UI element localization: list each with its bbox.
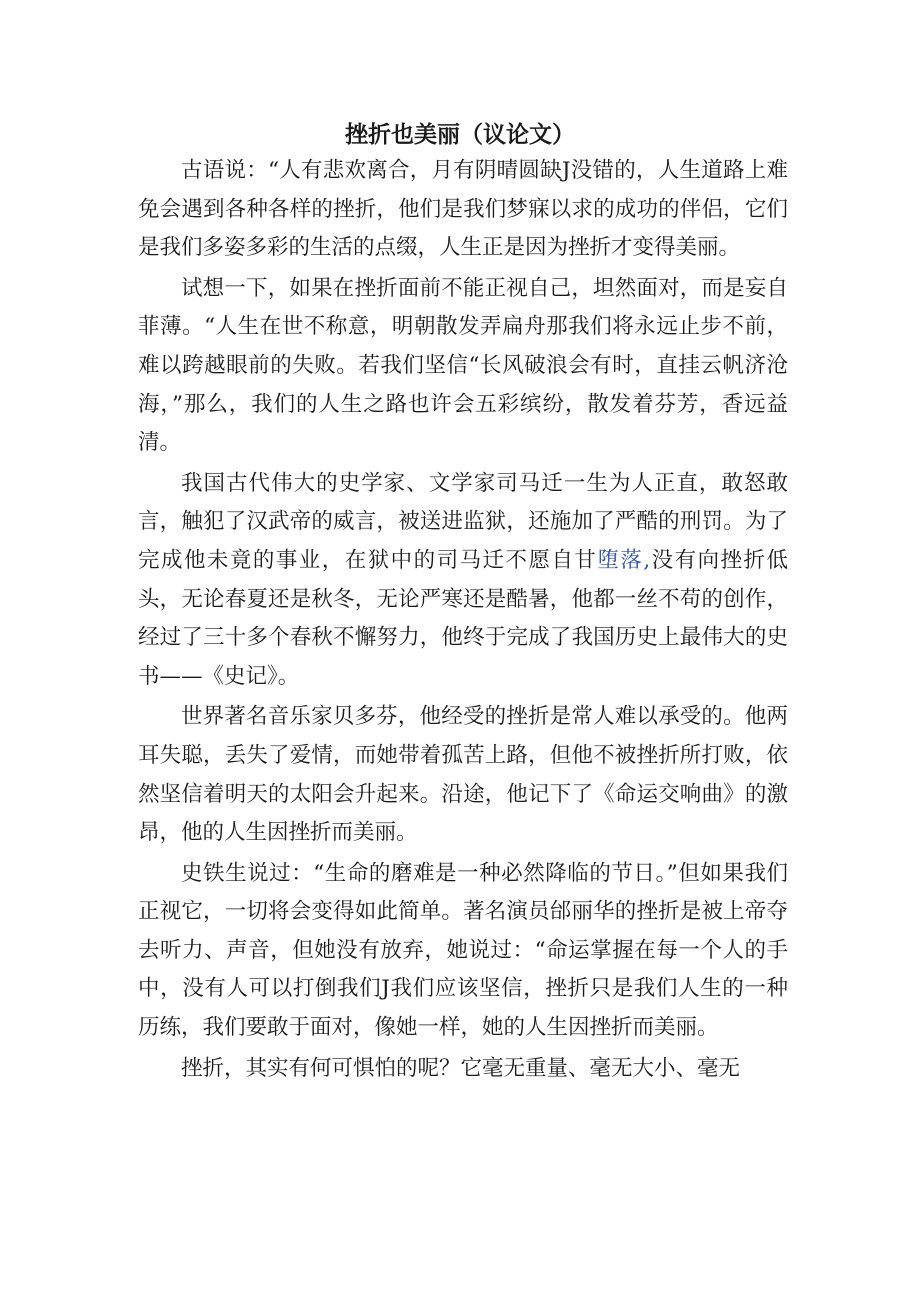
paragraph-sima-qian-part1: 我国古代伟大的史学家、文学家司马迁一生为人正直，敢怒敢言，触犯了汉武帝的威言，被送进监狱，还施加了严酷的刑罚。为了完成他未竟的事业，在狱中的司马迁不愿自甘 bbox=[138, 470, 788, 573]
document-title: 挫折也美丽（议论文） bbox=[345, 122, 575, 148]
paragraph-sima-qian bbox=[138, 465, 788, 697]
paragraph-imagine: 试想一下，如果在挫折面前不能正视自己，坦然面对，而是妄自菲薄。“人生在世不称意，明朝散发弄扁舟那我们将永远止步不前，难以跨越眼前的失败。若我们坚信“长风破浪会有时，直挂云帆济沧海，”那么，我们的人生之路也许会五彩缤纷，散发着芬芳，香远益清。 bbox=[138, 275, 788, 456]
paragraph-shi-tiesheng: 史铁生说过：“生命的磨难是一种必然降临的节日。”但如果我们正视它，一切将会变得如此简单。著名演员邰丽华的挫折是被上帝夺去听力、声音，但她没有放弃，她说过：“命运掌握在每一个人的手中，没有人可以打倒我们J我们应该坚信，挫折只是我们人生的一种历练，我们要敢于面对，像她一样，她的人生因挫折而美丽。 bbox=[138, 860, 788, 1041]
paragraph-beethoven: 世界著名音乐家贝多芬，他经受的挫折是常人难以承受的。他两耳失聪，丢失了爱情，而她带着孤苦上路，但他不被挫折所打败，依然坚信着明天的太阳会升起来。沿途，他记下了《命运交响曲》的激昂，他的人生因挫折而美丽。 bbox=[138, 704, 788, 846]
highlighted-word: 堕落, bbox=[597, 547, 651, 573]
document-body bbox=[138, 152, 788, 1088]
paragraph-intro: 古语说：“人有悲欢离合，月有阴晴圆缺J没错的，人生道路上难免会遇到各种各样的挫折，他们是我们梦寐以求的成功的伴侣，它们是我们多姿多彩的生活的点缀，人生正是因为挫折才变得美丽。 bbox=[138, 158, 788, 261]
paragraph-sima-qian-part2: 没有向挫折低头，无论春夏还是秋冬，无论严寒还是酷暑，他都一丝不苟的创作，经过了三十多个春秋不懈努力，他终于完成了我国历史上最伟大的史书——《史记》。 bbox=[138, 547, 788, 689]
paragraph-conclusion: 挫折，其实有何可惧怕的呢？它毫无重量、毫无大小、毫无 bbox=[181, 1055, 741, 1081]
